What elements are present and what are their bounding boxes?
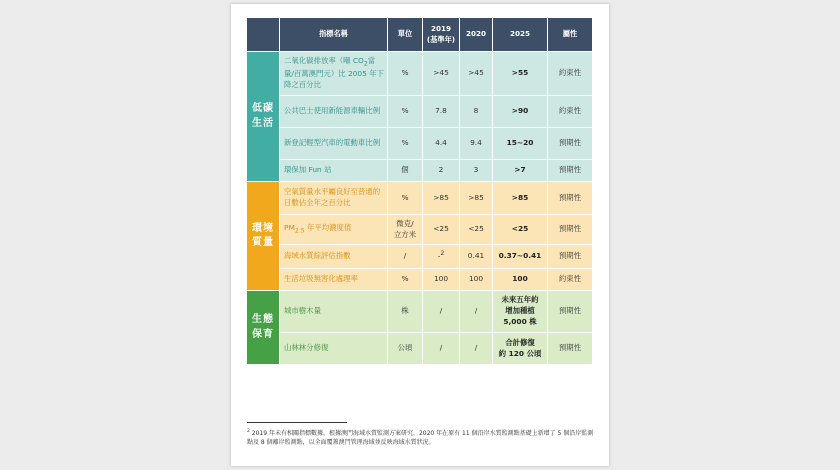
table-row [247,96,593,128]
table-row [247,333,593,365]
value-2019: <25 [423,215,460,245]
value-2019: -$^2$ [423,245,460,269]
table-row [247,269,593,291]
indicator-attribute: 預期性 [548,291,593,333]
value-2025: 未來五年約 增加種植 5,000 株 [493,291,548,333]
group-label-environment: 環境 質量 [247,182,280,291]
indicator-unit: 個 [388,160,423,182]
value-2025: 0.37~0.41 [493,245,548,269]
indicator-attribute: 預期性 [548,160,593,182]
footnote [247,429,595,447]
header-2019: 2019 (基準年) [423,18,460,52]
indicator-unit: 株 [388,291,423,333]
section-ecology [247,291,593,365]
value-2025: >55 [493,52,548,96]
indicator-name: 二氧化碳排放率（噸 $CO_2$當量/百萬澳門元）比 2005 年下降之百分比 [280,52,388,96]
value-2019: 2 [423,160,460,182]
value-2019: / [423,333,460,365]
indicator-attribute: 預期性 [548,245,593,269]
value-2019: / [423,291,460,333]
value-2020: 9.4 [460,128,493,160]
value-2025: 合計修復 約 120 公頃 [493,333,548,365]
footnote-marker: 2 [247,429,250,434]
indicator-unit: % [388,128,423,160]
header-attribute: 屬性 [548,18,593,52]
table-row [247,182,593,215]
value-2020: 8 [460,96,493,128]
indicator-table [247,18,593,365]
value-2019: >85 [423,182,460,215]
value-2019: 7.8 [423,96,460,128]
indicator-unit: 微克/ 立方米 [388,215,423,245]
indicator-attribute: 預期性 [548,182,593,215]
table-header-row [247,18,593,52]
value-2020: >85 [460,182,493,215]
indicator-unit: / [388,245,423,269]
table-row [247,52,593,96]
value-2020: <25 [460,215,493,245]
value-2020: >45 [460,52,493,96]
footnote-divider [247,422,347,423]
value-2020: / [460,291,493,333]
indicator-unit: % [388,269,423,291]
indicator-name: 空氣質量水平屬良好至普通的日數佔全年之百分比 [280,182,388,215]
table-row [247,128,593,160]
value-2020: / [460,333,493,365]
header-group [247,18,280,52]
indicator-unit: 公頃 [388,333,423,365]
indicator-attribute: 預期性 [548,333,593,365]
section-environment [247,182,593,291]
table-row [247,291,593,333]
value-2025: >7 [493,160,548,182]
indicator-attribute: 預期性 [548,215,593,245]
table-row [247,245,593,269]
header-unit: 單位 [388,18,423,52]
header-2025: 2025 [493,18,548,52]
indicator-attribute: 約束性 [548,52,593,96]
indicator-name: 山林林分修復 [280,333,388,365]
indicator-attribute: 約束性 [548,96,593,128]
value-2025: 100 [493,269,548,291]
value-2019: 4.4 [423,128,460,160]
section-low-carbon [247,52,593,182]
value-2020: 100 [460,269,493,291]
value-2025: 15~20 [493,128,548,160]
indicator-attribute: 預期性 [548,128,593,160]
value-2025: >85 [493,182,548,215]
indicator-name: 公共巴士使用新能源車輛比例 [280,96,388,128]
indicator-name: 生活垃圾無害化處理率 [280,269,388,291]
header-name: 指標名稱 [280,18,388,52]
footnote-ref: 2 [440,250,445,258]
indicator-attribute: 約束性 [548,269,593,291]
value-2020: 0.41 [460,245,493,269]
table-row [247,160,593,182]
value-2025: >90 [493,96,548,128]
indicator-unit: % [388,52,423,96]
value-2019: 100 [423,269,460,291]
footnote-text: 2019 年未有相關指標數據。根據澳門海域水質監測方案研究，2020 年在原有 11 個沿岸水質監測點基礎上新增了 5 個沿岸監測點及 8 個離岸監測點，以全面覆蓋澳門管理海域並反映海域水質狀況。 [247,430,594,446]
table-row [247,215,593,245]
indicator-unit: % [388,96,423,128]
header-2020: 2020 [460,18,493,52]
indicator-name: $PM_{2.5}$ 年平均濃度值 [280,215,388,245]
value-2025: <25 [493,215,548,245]
group-label-low-carbon: 低碳 生活 [247,52,280,182]
value-2019: >45 [423,52,460,96]
indicator-name: 城市樹木量 [280,291,388,333]
indicator-name: 海域水質綜評估指數 [280,245,388,269]
value-2020: 3 [460,160,493,182]
group-label-ecology: 生態 保育 [247,291,280,365]
indicator-name: 環保加 Fun 站 [280,160,388,182]
indicator-name: 新登記輕型汽車的電動車比例 [280,128,388,160]
indicator-unit: % [388,182,423,215]
document-page [231,4,609,466]
